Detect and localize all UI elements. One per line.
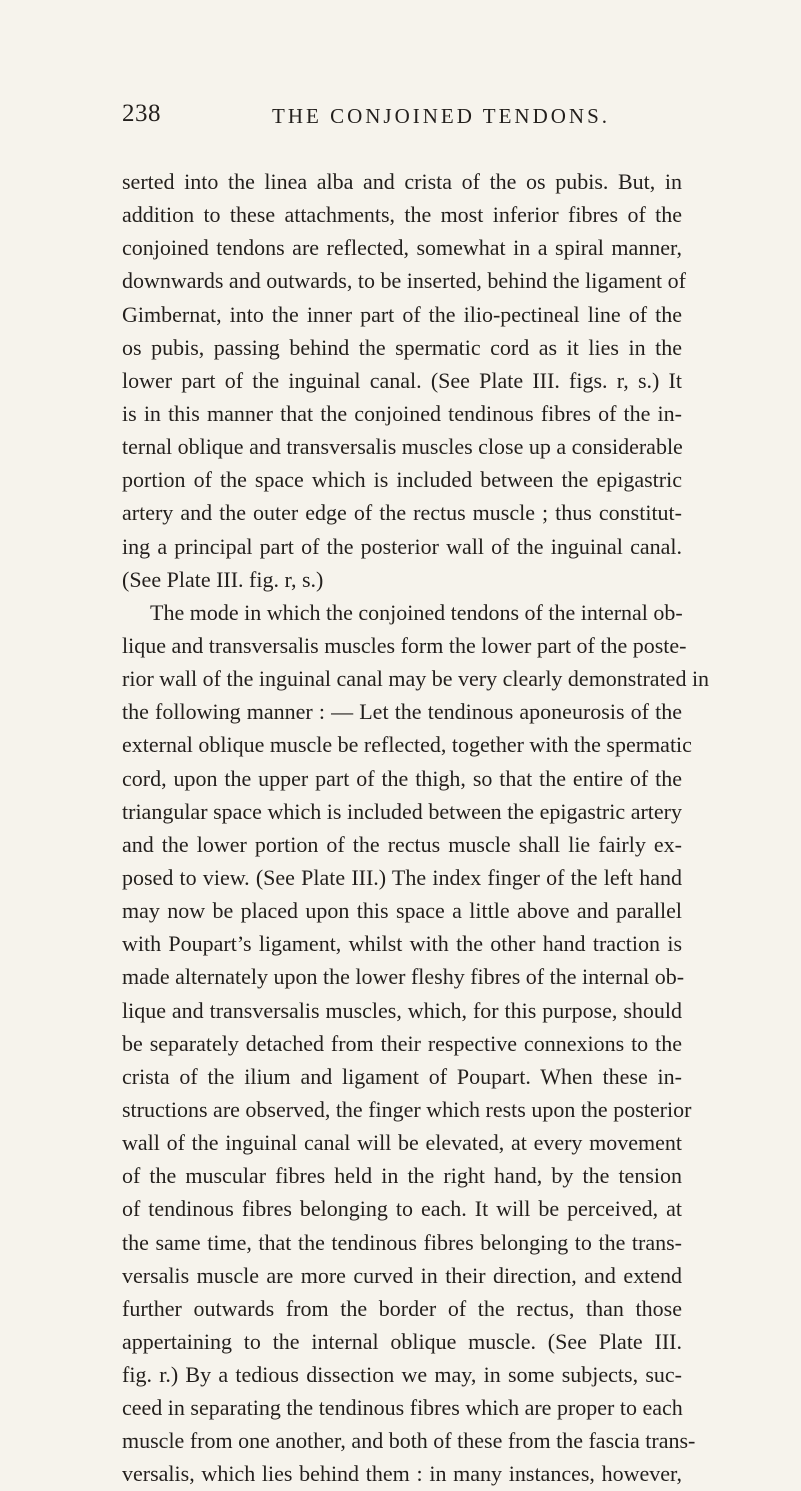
text-line: of tendinous fibres belonging to each. It will be perceived, at: [122, 1196, 682, 1222]
text-line: further outwards from the border of the rectus, than those: [122, 1295, 682, 1321]
text-line: is in this manner that the conjoined tendinous fibres of the in-: [122, 400, 682, 426]
text-line: lique and transversalis muscles, which, for this purpose, should: [122, 997, 682, 1023]
text-line: appertaining to the internal oblique muscle. (See Plate III.: [122, 1328, 682, 1354]
text-line: portion of the space which is included between the epigastric: [122, 467, 682, 493]
text-line: Gimbernat, into the inner part of the ilio-pectineal line of the: [122, 301, 682, 327]
text-line: may now be placed upon this space a little above and parallel: [122, 898, 682, 924]
paragraph-start-line: The mode in which the conjoined tendons of the internal ob-: [150, 599, 683, 625]
text-line: versalis, which lies behind them : in many instances, however,: [122, 1461, 682, 1487]
text-line: wall of the inguinal canal will be elevated, at every movement: [122, 1130, 682, 1156]
text-line: the same time, that the tendinous fibres belonging to the trans-: [122, 1229, 682, 1255]
text-line: cord, upon the upper part of the thigh, so that the entire of the: [122, 765, 682, 791]
body-text: [122, 165, 710, 1491]
text-line: ing a principal part of the posterior wall of the inguinal canal.: [122, 533, 682, 559]
text-line: downwards and outwards, to be inserted, behind the ligament of: [122, 268, 686, 294]
text-line: structions are observed, the finger which rests upon the posterior: [122, 1096, 692, 1122]
text-line: fig. r.) By a tedious dissection we may, in some subjects, suc-: [122, 1362, 682, 1388]
text-line: versalis muscle are more curved in their direction, and extend: [122, 1262, 682, 1288]
text-line: muscle from one another, and both of these from the fascia trans-: [122, 1428, 696, 1454]
text-line: (See Plate III. fig. r, s.): [122, 566, 324, 592]
text-line: with Poupart’s ligament, whilst with the other hand traction is: [122, 931, 682, 957]
text-line: os pubis, passing behind the spermatic cord as it lies in the: [122, 334, 682, 360]
text-line: posed to view. (See Plate III.) The index finger of the left hand: [122, 864, 682, 890]
text-line: addition to these attachments, the most inferior fibres of the: [122, 202, 682, 228]
text-line: lower part of the inguinal canal. (See Plate III. figs. r, s.) It: [122, 367, 682, 393]
text-line: artery and the outer edge of the rectus muscle ; thus constitut-: [122, 500, 682, 526]
text-line: triangular space which is included between the epigastric artery: [122, 798, 682, 824]
text-line: lique and transversalis muscles form the lower part of the poste-: [122, 632, 687, 658]
text-line: the following manner : — Let the tendinous aponeurosis of the: [122, 699, 682, 725]
running-head: THE CONJOINED TENDONS.: [272, 104, 611, 128]
text-line: external oblique muscle be reflected, together with the spermatic: [122, 732, 692, 758]
text-line: conjoined tendons are reflected, somewhat in a spiral manner,: [122, 235, 682, 261]
text-line: ternal oblique and transversalis muscles close up a considerable: [122, 434, 683, 460]
text-line: be separately detached from their respective connexions to the: [122, 1030, 682, 1056]
page-header: [122, 100, 682, 140]
text-line: serted into the linea alba and crista of the os pubis. But, in: [122, 169, 682, 194]
text-line: of the muscular fibres held in the right hand, by the tension: [122, 1163, 682, 1189]
text-line: crista of the ilium and ligament of Poupart. When these in-: [122, 1063, 682, 1089]
text-line: ceed in separating the tendinous fibres which are proper to each: [122, 1395, 683, 1421]
text-line: made alternately upon the lower fleshy fibres of the internal ob-: [122, 964, 685, 990]
text-line: and the lower portion of the rectus muscle shall lie fairly ex-: [122, 831, 682, 857]
text-line: rior wall of the inguinal canal may be very clearly demonstrated in: [122, 666, 710, 692]
page-number: 238: [122, 100, 161, 127]
